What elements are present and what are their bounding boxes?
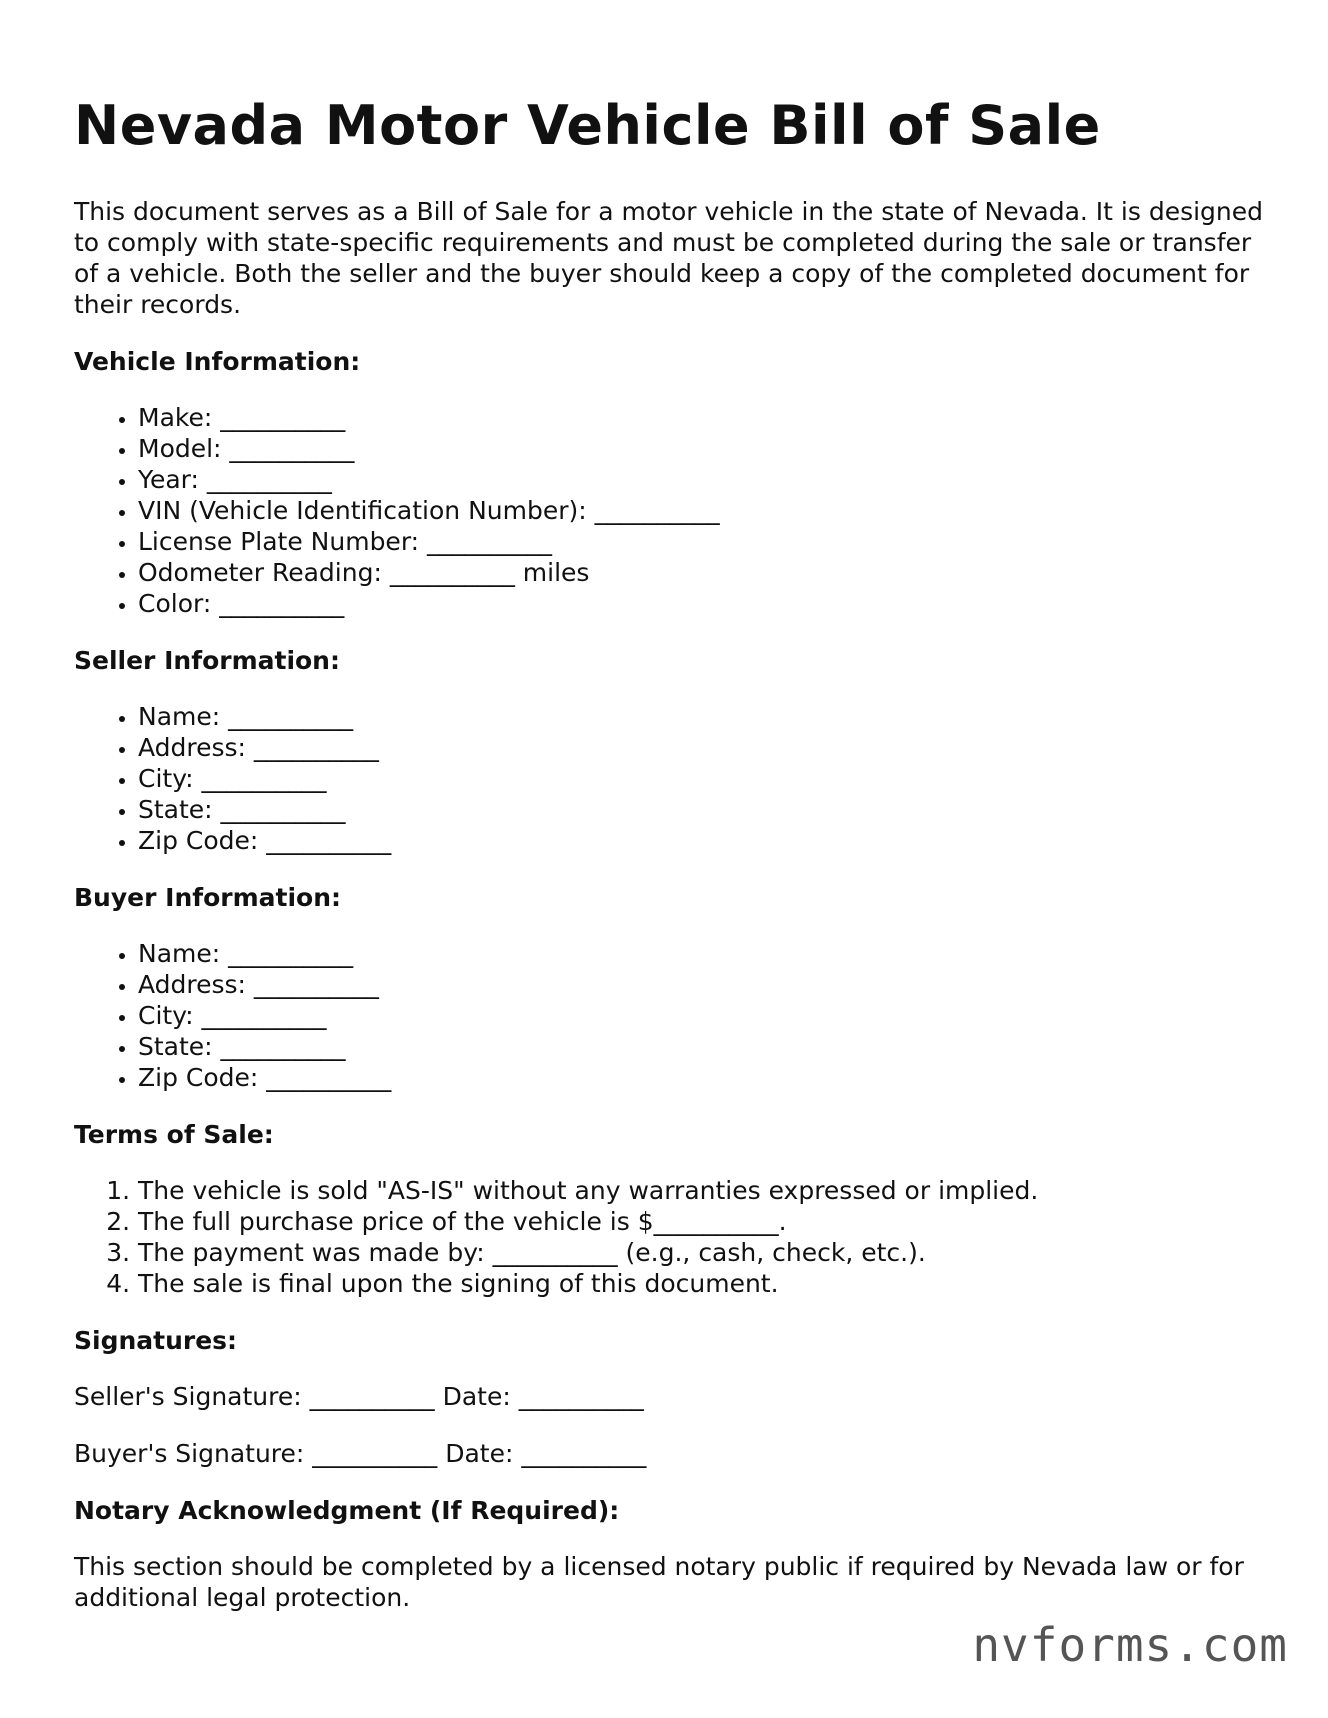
notary-paragraph: This section should be completed by a licensed notary public if required by Nevada law or for additional legal protection.	[74, 1552, 1244, 1612]
seller-name-field: • Name: __________	[138, 701, 1264, 732]
vehicle-color-field: • Color: __________	[138, 588, 1264, 619]
vehicle-odometer-field: • Odometer Reading: __________ miles	[138, 557, 1264, 588]
seller-address-field: • Address: __________	[138, 732, 1264, 763]
seller-zip-field: • Zip Code: __________	[138, 825, 1264, 856]
terms-heading: Terms of Sale:	[74, 1120, 274, 1149]
document-title: Nevada Motor Vehicle Bill of Sale	[74, 94, 1101, 157]
terms-list	[74, 1175, 1264, 1299]
buyer-info-heading: Buyer Information:	[74, 883, 342, 912]
buyer-zip-field: • Zip Code: __________	[138, 1062, 1264, 1093]
document-page	[74, 90, 1264, 1613]
vehicle-make-field: • Make: __________	[138, 402, 1264, 433]
seller-city-field: • City: __________	[138, 763, 1264, 794]
terms-item-payment: 3. The payment was made by: __________ (e.g., cash, check, etc.).	[138, 1237, 1264, 1268]
notary-heading: Notary Acknowledgment (If Required):	[74, 1496, 620, 1525]
intro-paragraph: This document serves as a Bill of Sale for a motor vehicle in the state of Nevada. It is designed to comply with state-specific requirements and must be completed during the sale or transfer of a vehicle. Both the seller and the buyer should keep a copy of the completed document for their records.	[74, 197, 1264, 319]
vehicle-year-field: • Year: __________	[138, 464, 1264, 495]
seller-signature-line: Seller's Signature: __________ Date: __________	[74, 1382, 644, 1411]
buyer-state-field: • State: __________	[138, 1031, 1264, 1062]
site-watermark: nvforms.com	[972, 1618, 1288, 1672]
terms-item-price: 2. The full purchase price of the vehicle is $__________.	[138, 1206, 1264, 1237]
vehicle-info-heading: Vehicle Information:	[74, 347, 361, 376]
seller-state-field: • State: __________	[138, 794, 1264, 825]
vehicle-plate-field: • License Plate Number: __________	[138, 526, 1264, 557]
buyer-city-field: • City: __________	[138, 1000, 1264, 1031]
vehicle-model-field: • Model: __________	[138, 433, 1264, 464]
vehicle-vin-field: • VIN (Vehicle Identification Number): __________	[138, 495, 1264, 526]
seller-info-heading: Seller Information:	[74, 646, 340, 675]
buyer-name-field: • Name: __________	[138, 938, 1264, 969]
signatures-heading: Signatures:	[74, 1326, 238, 1355]
buyer-address-field: • Address: __________	[138, 969, 1264, 1000]
buyer-info-list	[74, 938, 1264, 1093]
terms-item-as-is: 1. The vehicle is sold "AS-IS" without any warranties expressed or implied.	[138, 1175, 1264, 1206]
seller-info-list	[74, 701, 1264, 856]
buyer-signature-line: Buyer's Signature: __________ Date: __________	[74, 1439, 647, 1468]
vehicle-info-list	[74, 402, 1264, 619]
terms-item-final: 4. The sale is final upon the signing of this document.	[138, 1268, 1264, 1299]
